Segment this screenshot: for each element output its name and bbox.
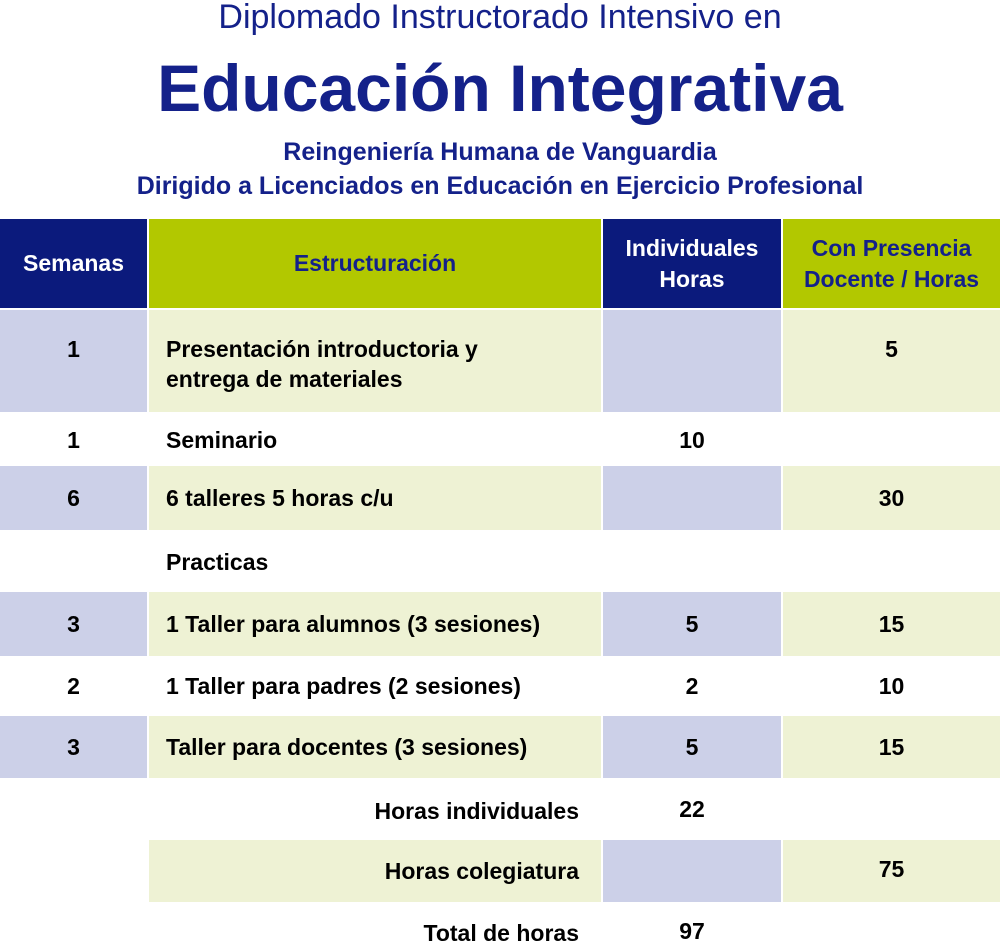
structure-line1: Presentación introductoria y: [166, 336, 478, 362]
table-cell-individual: 2: [685, 672, 699, 699]
table-cell-individual: 5: [603, 592, 781, 656]
summary-total-value: 97: [679, 918, 705, 944]
table-cell-weeks: 6: [0, 466, 147, 530]
table-cell-presence: [783, 532, 1000, 592]
summary-tuition-label: Horas colegiatura: [149, 840, 601, 902]
summary-individual-label: Horas individuales: [374, 797, 579, 824]
table-cell-weeks: [0, 532, 147, 592]
table-cell-structure: 6 talleres 5 horas c/u: [149, 466, 601, 530]
header-presence-line1: Con Presencia: [811, 234, 972, 261]
table-cell-structure: 1 Taller para alumnos (3 sesiones): [149, 592, 601, 656]
header-individual-line2: Horas: [659, 265, 725, 292]
table-cell-individual: [603, 310, 781, 412]
table-cell-weeks: 1: [67, 426, 80, 453]
summary-total-label: Total de horas: [423, 920, 579, 946]
table-cell-presence: 5: [783, 310, 1000, 412]
header-individual-hours: [603, 219, 781, 308]
table-cell-individual: [603, 466, 781, 530]
table-cell-individual: 5: [603, 716, 781, 778]
structure-line2: entrega de materiales: [166, 366, 403, 392]
table-cell-structure: Seminario: [166, 426, 278, 453]
summary-individual-value: 22: [679, 796, 705, 822]
table-cell-weeks: 1: [0, 310, 147, 412]
table-cell-presence: 30: [783, 466, 1000, 530]
header-individual-line1: Individuales: [625, 234, 759, 261]
header-weeks: Semanas: [0, 219, 147, 308]
table-cell-weeks: 3: [0, 592, 147, 656]
table-cell-structure: Practicas: [166, 548, 269, 575]
header-subtitle-1: Reingeniería Humana de Vanguardia: [283, 138, 717, 166]
header-presence-hours: [783, 219, 1000, 308]
table-cell-individual: 10: [679, 426, 705, 453]
table-cell-presence: [783, 414, 1000, 466]
table-cell-presence: 15: [783, 716, 1000, 778]
table-cell-presence: 15: [783, 592, 1000, 656]
table-cell-individual: [603, 532, 781, 592]
page-title: Educación Integrativa: [157, 51, 843, 125]
header-line1: Diplomado Instructorado Intensivo en: [218, 0, 782, 36]
summary-tuition-individual-empty: [603, 840, 781, 902]
summary-tuition-value: 75: [783, 840, 1000, 902]
table-cell-structure: [149, 310, 601, 412]
header-structure: Estructuración: [149, 219, 601, 308]
table-cell-presence: 10: [878, 672, 905, 699]
table-cell-structure: Taller para docentes (3 sesiones): [149, 716, 601, 778]
table-cell-weeks: 3: [0, 716, 147, 778]
header-presence-line2: Docente / Horas: [803, 265, 980, 292]
table-cell-weeks: 2: [67, 672, 80, 699]
table-cell-structure: 1 Taller para padres (2 sesiones): [166, 672, 521, 699]
header-subtitle-2: Dirigido a Licenciados en Educación en Ejercicio Profesional: [136, 172, 864, 200]
